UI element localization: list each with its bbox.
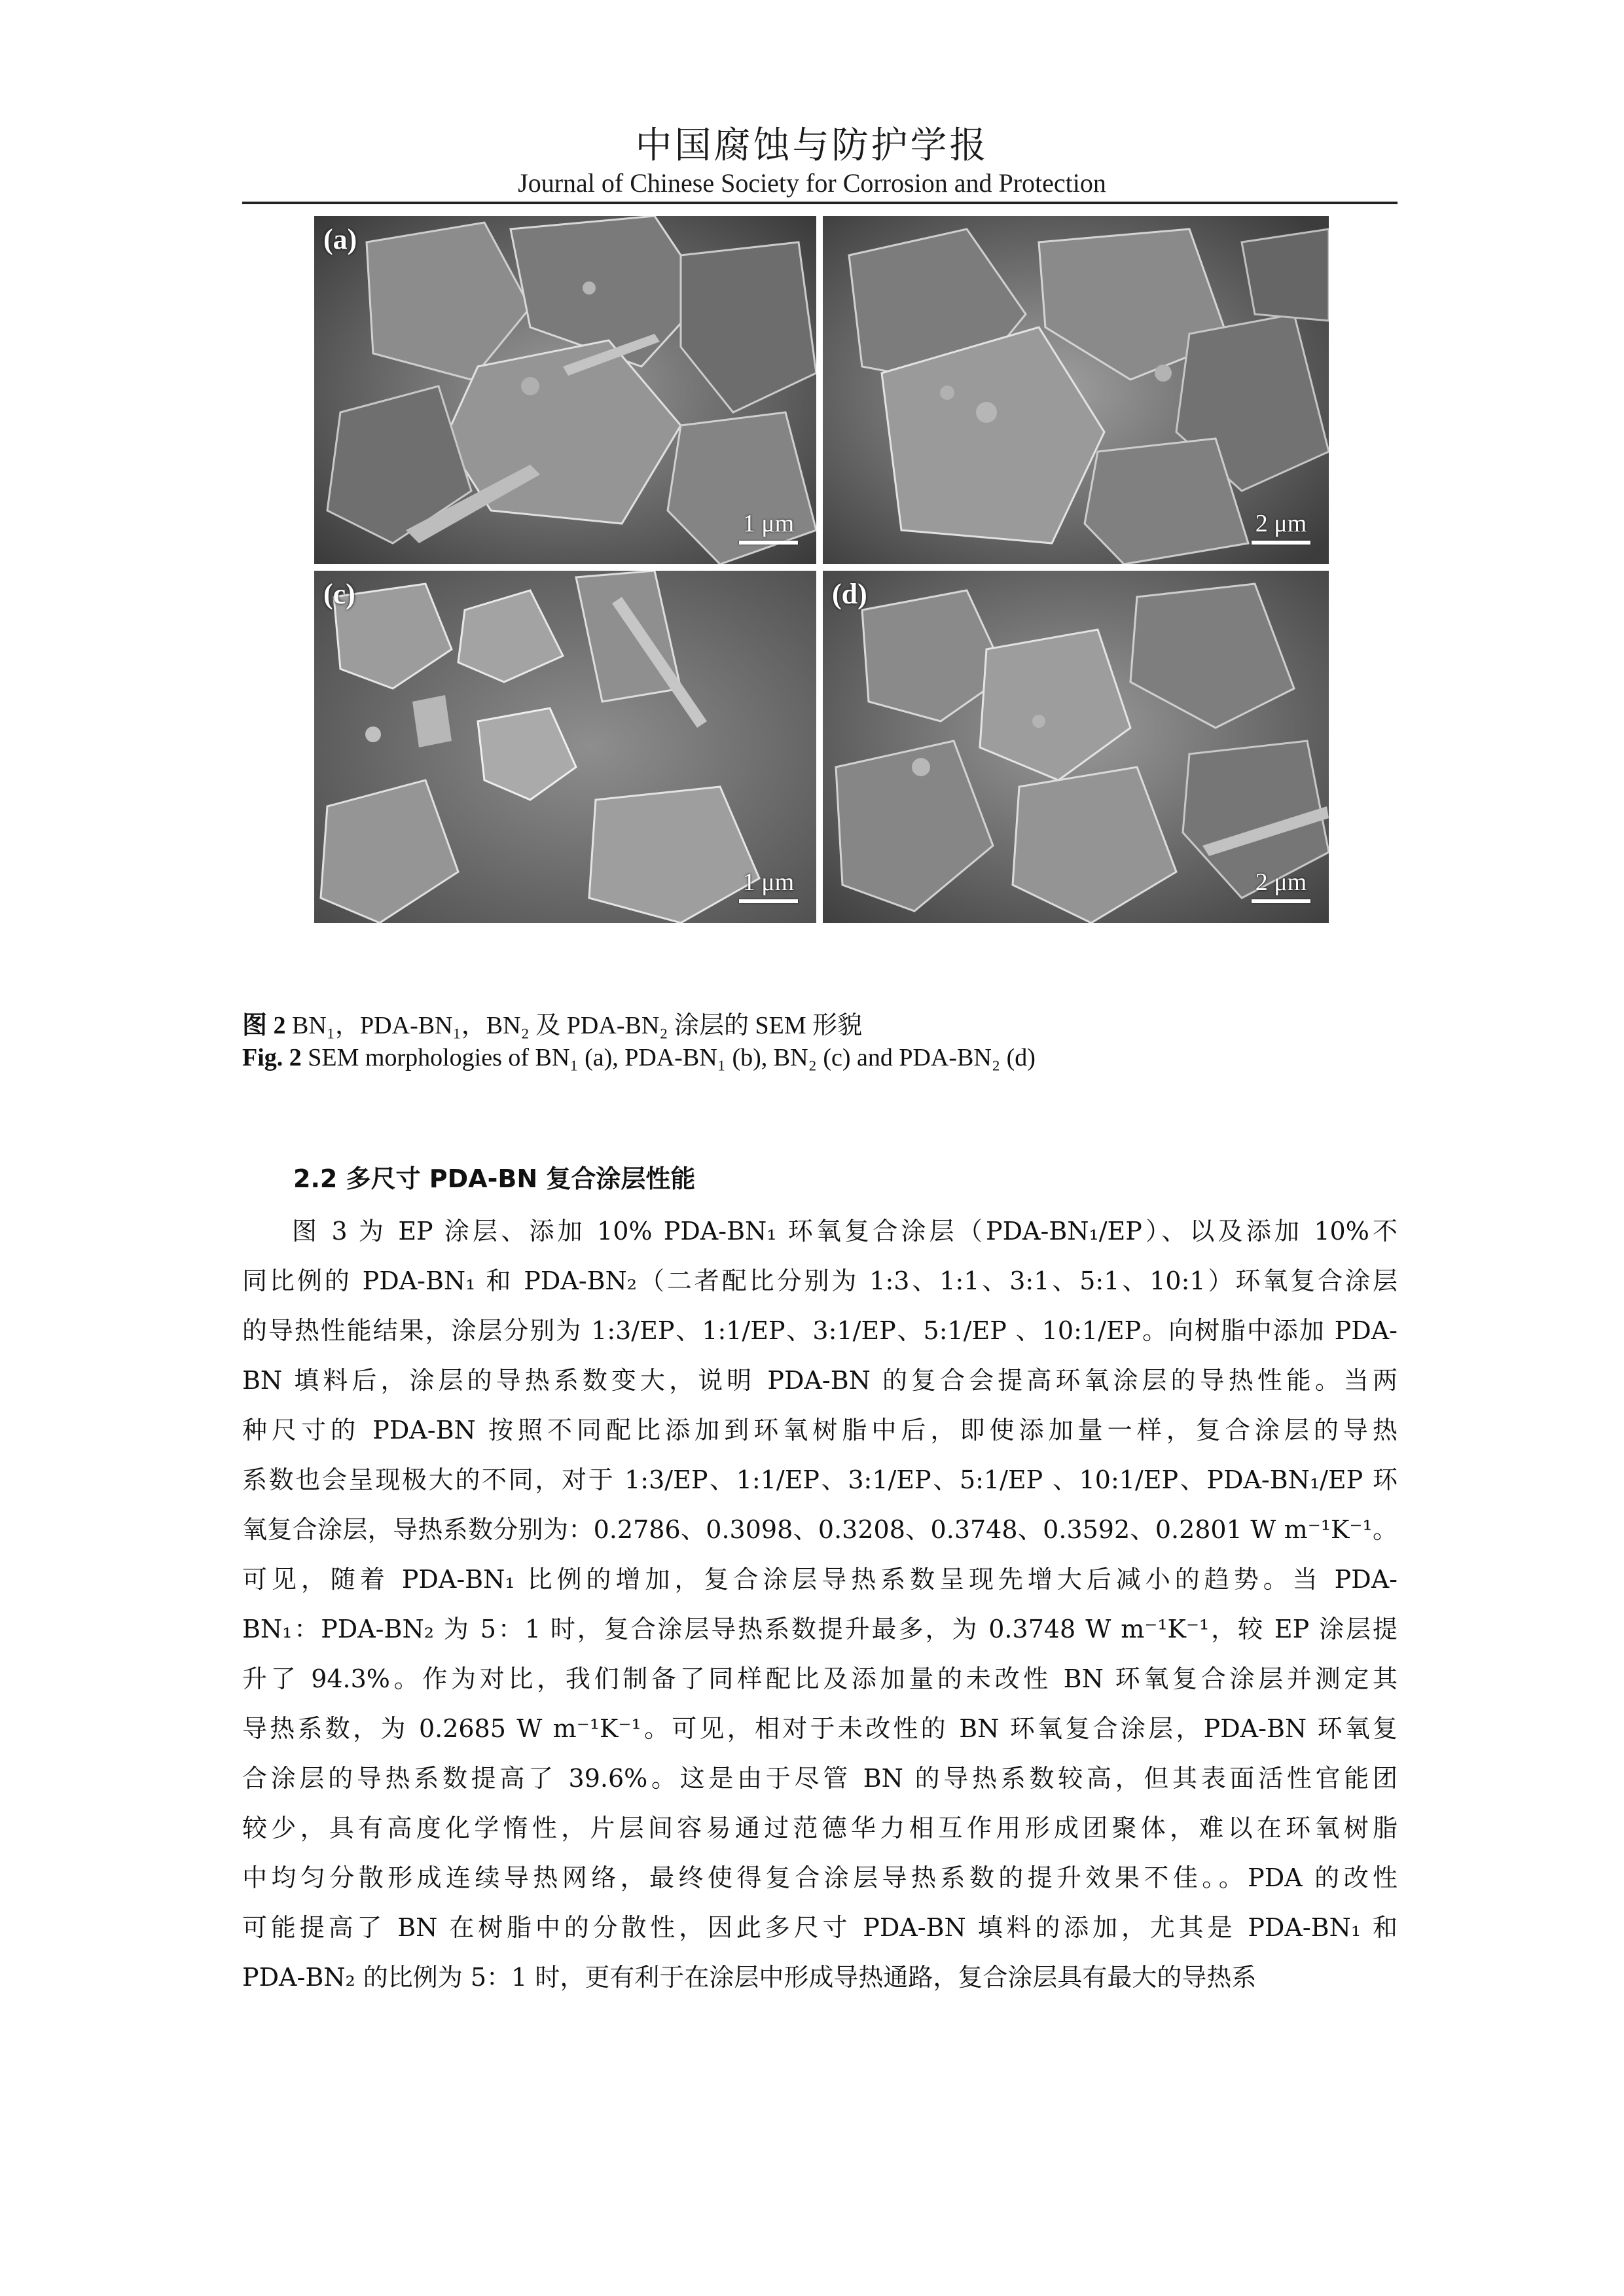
header-rule [242, 202, 1398, 204]
caption-en-text: SEM morphologies of BN₁ (a), PDA-BN₁ (b), BN₂ (c) and PDA-BN₂ (d) [301, 1044, 1036, 1071]
sem-panel-d [823, 571, 1329, 923]
body-line: 可见，随着 PDA-BN₁ 比例的增加，复合涂层导热系数呈现先增大后减小的趋势。当 PDA- [242, 1565, 1398, 1594]
body-line: 中均匀分散形成连续导热网络，最终使得复合涂层导热系数的提升效果不佳。。PDA 的改性 [242, 1863, 1398, 1892]
journal-title-cn: 中国腐蚀与防护学报 [635, 124, 989, 167]
body-line: 导热系数，为 0.2685 W m⁻¹K⁻¹。可见，相对于未改性的 BN 环氧复合涂层，PDA-BN 环氧复 [242, 1714, 1398, 1743]
caption-en-prefix: Fig. 2 [242, 1044, 302, 1071]
body-line: 升了 94.3%。作为对比，我们制备了同样配比及添加量的未改性 BN 环氧复合涂层并测定其 [242, 1664, 1398, 1693]
body-line: 种尺寸的 PDA-BN 按照不同配比添加到环氧树脂中后，即使添加量一样，复合涂层的导热 [242, 1416, 1398, 1444]
body-paragraph [242, 1206, 1398, 2002]
body-line: PDA-BN₂ 的比例为 5：1 时，更有利于在涂层中形成导热通路，复合涂层具有最大的导热系 [242, 1963, 1257, 1992]
body-line: 较少，具有高度化学惰性，片层间容易通过范德华力相互作用形成团聚体，难以在环氧树脂 [242, 1814, 1398, 1842]
body-line: 氧复合涂层，导热系数分别为：0.2786、0.3098、0.3208、0.3748、0.3592、0.2801 W m⁻¹K⁻¹。 [242, 1515, 1398, 1544]
panel-label-a: (a) [323, 223, 357, 255]
scale-bar-b [1252, 509, 1310, 545]
body-line: 的导热性能结果，涂层分别为 1:3/EP、1:1/EP、3:1/EP、5:1/EP 、10:1/EP。向树脂中添加 PDA- [242, 1316, 1398, 1345]
figure-caption-en [242, 1043, 1036, 1072]
sem-panel-c [314, 571, 816, 923]
body-line: 可能提高了 BN 在树脂中的分散性，因此多尺寸 PDA-BN 填料的添加，尤其是 PDA-BN₁ 和 [242, 1913, 1398, 1942]
panel-label-d: (d) [832, 578, 867, 610]
body-line: 图 3 为 EP 涂层、添加 10% PDA-BN₁ 环氧复合涂层（PDA-BN₁/EP）、以及添加 10%不 [292, 1217, 1398, 1246]
body-line: 系数也会呈现极大的不同，对于 1:3/EP、1:1/EP、3:1/EP、5:1/EP 、10:1/EP、PDA-BN₁/EP 环 [242, 1465, 1398, 1494]
body-line: BN₁：PDA-BN₂ 为 5：1 时，复合涂层导热系数提升最多，为 0.3748 W m⁻¹K⁻¹，较 EP 涂层提 [242, 1615, 1398, 1643]
sem-panel-b [823, 216, 1329, 564]
scale-bar-c [739, 868, 798, 903]
figure-caption-cn [242, 1005, 862, 1041]
body-line: 同比例的 PDA-BN₁ 和 PDA-BN₂（二者配比分别为 1:3、1:1、3:1、5:1、10:1）环氧复合涂层 [242, 1266, 1398, 1295]
caption-cn-text: BN₁，PDA-BN₁，BN₂ 及 PDA-BN₂ 涂层的 SEM 形貌 [285, 1012, 863, 1039]
body-line: BN 填料后，涂层的导热系数变大，说明 PDA-BN 的复合会提高环氧涂层的导热性能。当两 [242, 1366, 1398, 1395]
scale-text-b: 2 μm [1255, 510, 1307, 537]
sem-panel-a [314, 216, 816, 564]
scale-text-c: 1 μm [742, 869, 795, 896]
scale-text-d: 2 μm [1255, 869, 1307, 896]
caption-cn-prefix: 图 2 [242, 1012, 286, 1039]
scale-bar-a [739, 509, 798, 545]
section-heading: 2.2 多尺寸 PDA-BN 复合涂层性能 [293, 1164, 696, 1193]
scale-bar-d [1252, 868, 1310, 903]
body-line: 合涂层的导热系数提高了 39.6%。这是由于尽管 BN 的导热系数较高，但其表面活性官能团 [242, 1764, 1398, 1793]
scale-text-a: 1 μm [742, 510, 795, 537]
panel-label-c: (c) [323, 578, 355, 610]
journal-title-en: Journal of Chinese Society for Corrosion and Protection [518, 168, 1106, 198]
sem-figure [314, 216, 1329, 923]
